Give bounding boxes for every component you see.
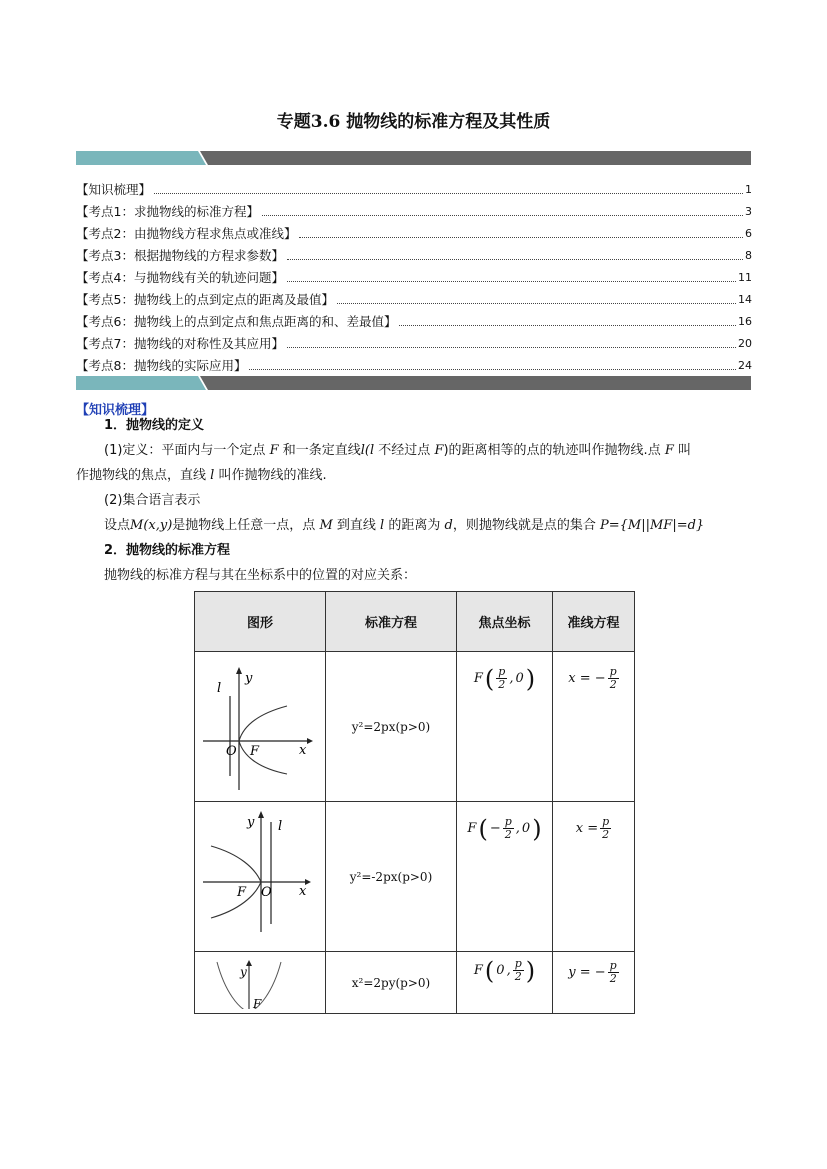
parabola-up-figure [195,952,325,1009]
directrix-expression [568,960,618,985]
paren-left-icon: ( [478,814,488,843]
var-l: l [380,518,385,533]
fraction [600,816,611,841]
focus-expression [467,816,541,841]
label-l: l [278,819,283,834]
label-O: O [261,885,272,900]
focus-expression [474,666,535,691]
figure-cell [195,802,326,952]
toc-leader-dots [249,368,736,370]
focus-expression [474,958,535,983]
var-F: F [664,443,674,458]
toc-label: 【考点3：根据抛物线的方程求参数】 [76,248,284,263]
table-row [195,952,635,1014]
minus-sign: − [489,821,501,836]
set-description [104,514,704,538]
var-d: d [444,518,453,533]
section-heading: 【知识梳理】 [76,403,155,418]
toc-page-number: 3 [745,205,752,218]
equation-cell: x²=2py(p>0) [326,952,457,1014]
label-l: l [217,681,222,696]
table-header-row [195,592,635,652]
toc-entry[interactable] [76,198,752,220]
toc-divider-bar [76,376,751,390]
var-lp: (l [364,443,375,458]
focus-cell [457,652,553,802]
text: 叫 [678,443,692,458]
toc-page-number: 1 [745,183,752,196]
toc-leader-dots [287,258,743,260]
fraction [496,666,507,691]
paren-right-icon: ) [525,956,536,985]
label-F: F [237,885,247,900]
fraction [503,816,514,841]
text: 到直线 [336,518,376,533]
toc-page-number: 24 [738,359,752,372]
toc-leader-dots [337,302,736,304]
toc-leader-dots [154,192,743,194]
table-row [195,802,635,952]
label-y: y [240,965,247,979]
frac-den: 2 [602,828,610,841]
frac-num: p [609,665,617,678]
frac-num: p [514,957,522,970]
text: 设点 [104,518,131,533]
var-Mxy: M(x,y) [130,518,173,533]
figure-cell [195,652,326,802]
directrix-var: y = − [568,965,606,980]
focus-right: 0 [515,671,524,686]
table-intro: 抛物线的标准方程与其在坐标系中的位置的对应关系： [104,568,417,583]
label-y: y [245,671,253,686]
separator: , [509,671,514,686]
directrix-cell [553,802,635,952]
toc-page-number: 14 [738,293,752,306]
toc-label: 【考点8：抛物线的实际应用】 [76,358,247,373]
header-equation: 标准方程 [326,592,457,652]
toc-label: 【考点2：由抛物线方程求焦点或准线】 [76,226,297,241]
toc-entry[interactable] [76,242,752,264]
toc-label: 【考点5：抛物线上的点到定点的距离及最值】 [76,292,334,307]
table-of-contents [76,176,752,374]
fraction [608,666,619,691]
frac-num: p [498,665,506,678]
label-F: F [250,744,260,759]
frac-den: 2 [498,678,506,691]
text: 和一条定直线 [282,443,361,458]
text: (1)定义：平面内与一个定点 [104,443,266,458]
toc-entry[interactable] [76,352,752,374]
toc-leader-dots [287,280,736,282]
toc-page-number: 8 [745,249,752,262]
directrix-var: x = − [568,671,606,686]
header-figure: 图形 [195,592,326,652]
fraction [608,960,619,985]
var-l: l [360,443,365,458]
directrix-cell [553,952,635,1014]
var-l: l [210,468,215,483]
toc-page-number: 11 [738,271,752,284]
label-O: O [226,744,237,759]
heading-definition: 1．抛物线的定义 [104,418,205,433]
focus-cell [457,802,553,952]
toc-label: 【考点1：求抛物线的标准方程】 [76,204,259,219]
paren-right-icon: ) [525,664,536,693]
var-F: F [269,443,279,458]
definition-line-1 [104,439,691,463]
toc-page-number: 16 [738,315,752,328]
text: 作抛物线的焦点，直线 [76,468,207,483]
toc-page-number: 6 [745,227,752,240]
equation-cell: y²=2px(p>0) [326,652,457,802]
separator: , [506,963,511,978]
toc-entry[interactable] [76,220,752,242]
label-F: F [253,997,262,1009]
toc-leader-dots [399,324,736,326]
frac-den: 2 [504,828,512,841]
paren-left-icon: ( [484,664,495,693]
focus-prefix: F [467,821,477,836]
var-F: F [434,443,444,458]
toc-entry[interactable] [76,176,752,198]
directrix-expression [576,816,611,841]
focus-right: 0 [521,821,531,836]
text: 是抛物线上任意一点，点 [172,518,316,533]
focus-prefix: F [473,963,483,978]
parabola-right-figure [195,652,325,797]
separator: , [515,821,520,836]
toc-entry[interactable] [76,264,752,286]
text: )的距离相等的点的轨迹叫作抛物线.点 [443,443,661,458]
frac-num: p [602,815,610,828]
directrix-cell [553,652,635,802]
toc-entry[interactable] [76,308,752,330]
text: 不经过点 [378,443,431,458]
directrix-expression [568,666,618,691]
frac-den: 2 [609,678,617,691]
label-x: x [299,743,307,758]
toc-leader-dots [287,346,736,348]
header-divider-bar [76,151,751,165]
definition-line-2 [76,464,327,488]
toc-label: 【考点4：与抛物线有关的轨迹问题】 [76,270,284,285]
header-focus: 焦点坐标 [457,592,553,652]
set-heading: (2)集合语言表示 [104,493,201,508]
text: ，则抛物线就是点的集合 [452,518,596,533]
frac-den: 2 [609,972,617,985]
toc-label: 【考点7：抛物线的对称性及其应用】 [76,336,284,351]
var-M: M [319,518,333,533]
header-directrix: 准线方程 [553,592,635,652]
label-y: y [247,815,255,830]
frac-num: p [504,815,512,828]
text: 的距离为 [388,518,441,533]
paren-left-icon: ( [484,956,495,985]
focus-prefix: F [473,671,483,686]
label-x: x [299,884,307,899]
table-row [195,652,635,802]
toc-page-number: 20 [738,337,752,350]
page-title: 专题3.6 抛物线的标准方程及其性质 [276,112,551,132]
frac-num: p [609,959,617,972]
fraction [513,958,524,983]
heading-standard-equation: 2．抛物线的标准方程 [104,543,231,558]
toc-leader-dots [262,214,743,216]
set-formula: P={M||MF|=d} [600,518,705,533]
focus-left: 0 [496,963,505,978]
toc-entry[interactable] [76,330,752,352]
toc-label: 【知识梳理】 [76,182,152,197]
toc-leader-dots [299,236,743,238]
frac-den: 2 [514,970,522,983]
equation-cell: y²=-2px(p>0) [326,802,457,952]
parabola-table [194,591,635,1014]
text: 叫作抛物线的准线. [218,468,327,483]
focus-cell [457,952,553,1014]
toc-entry[interactable] [76,286,752,308]
figure-cell [195,952,326,1014]
toc-label: 【考点6：抛物线上的点到定点和焦点距离的和、差最值】 [76,314,397,329]
paren-right-icon: ) [532,814,542,843]
directrix-var: x = [575,821,599,836]
parabola-left-figure [195,802,325,947]
